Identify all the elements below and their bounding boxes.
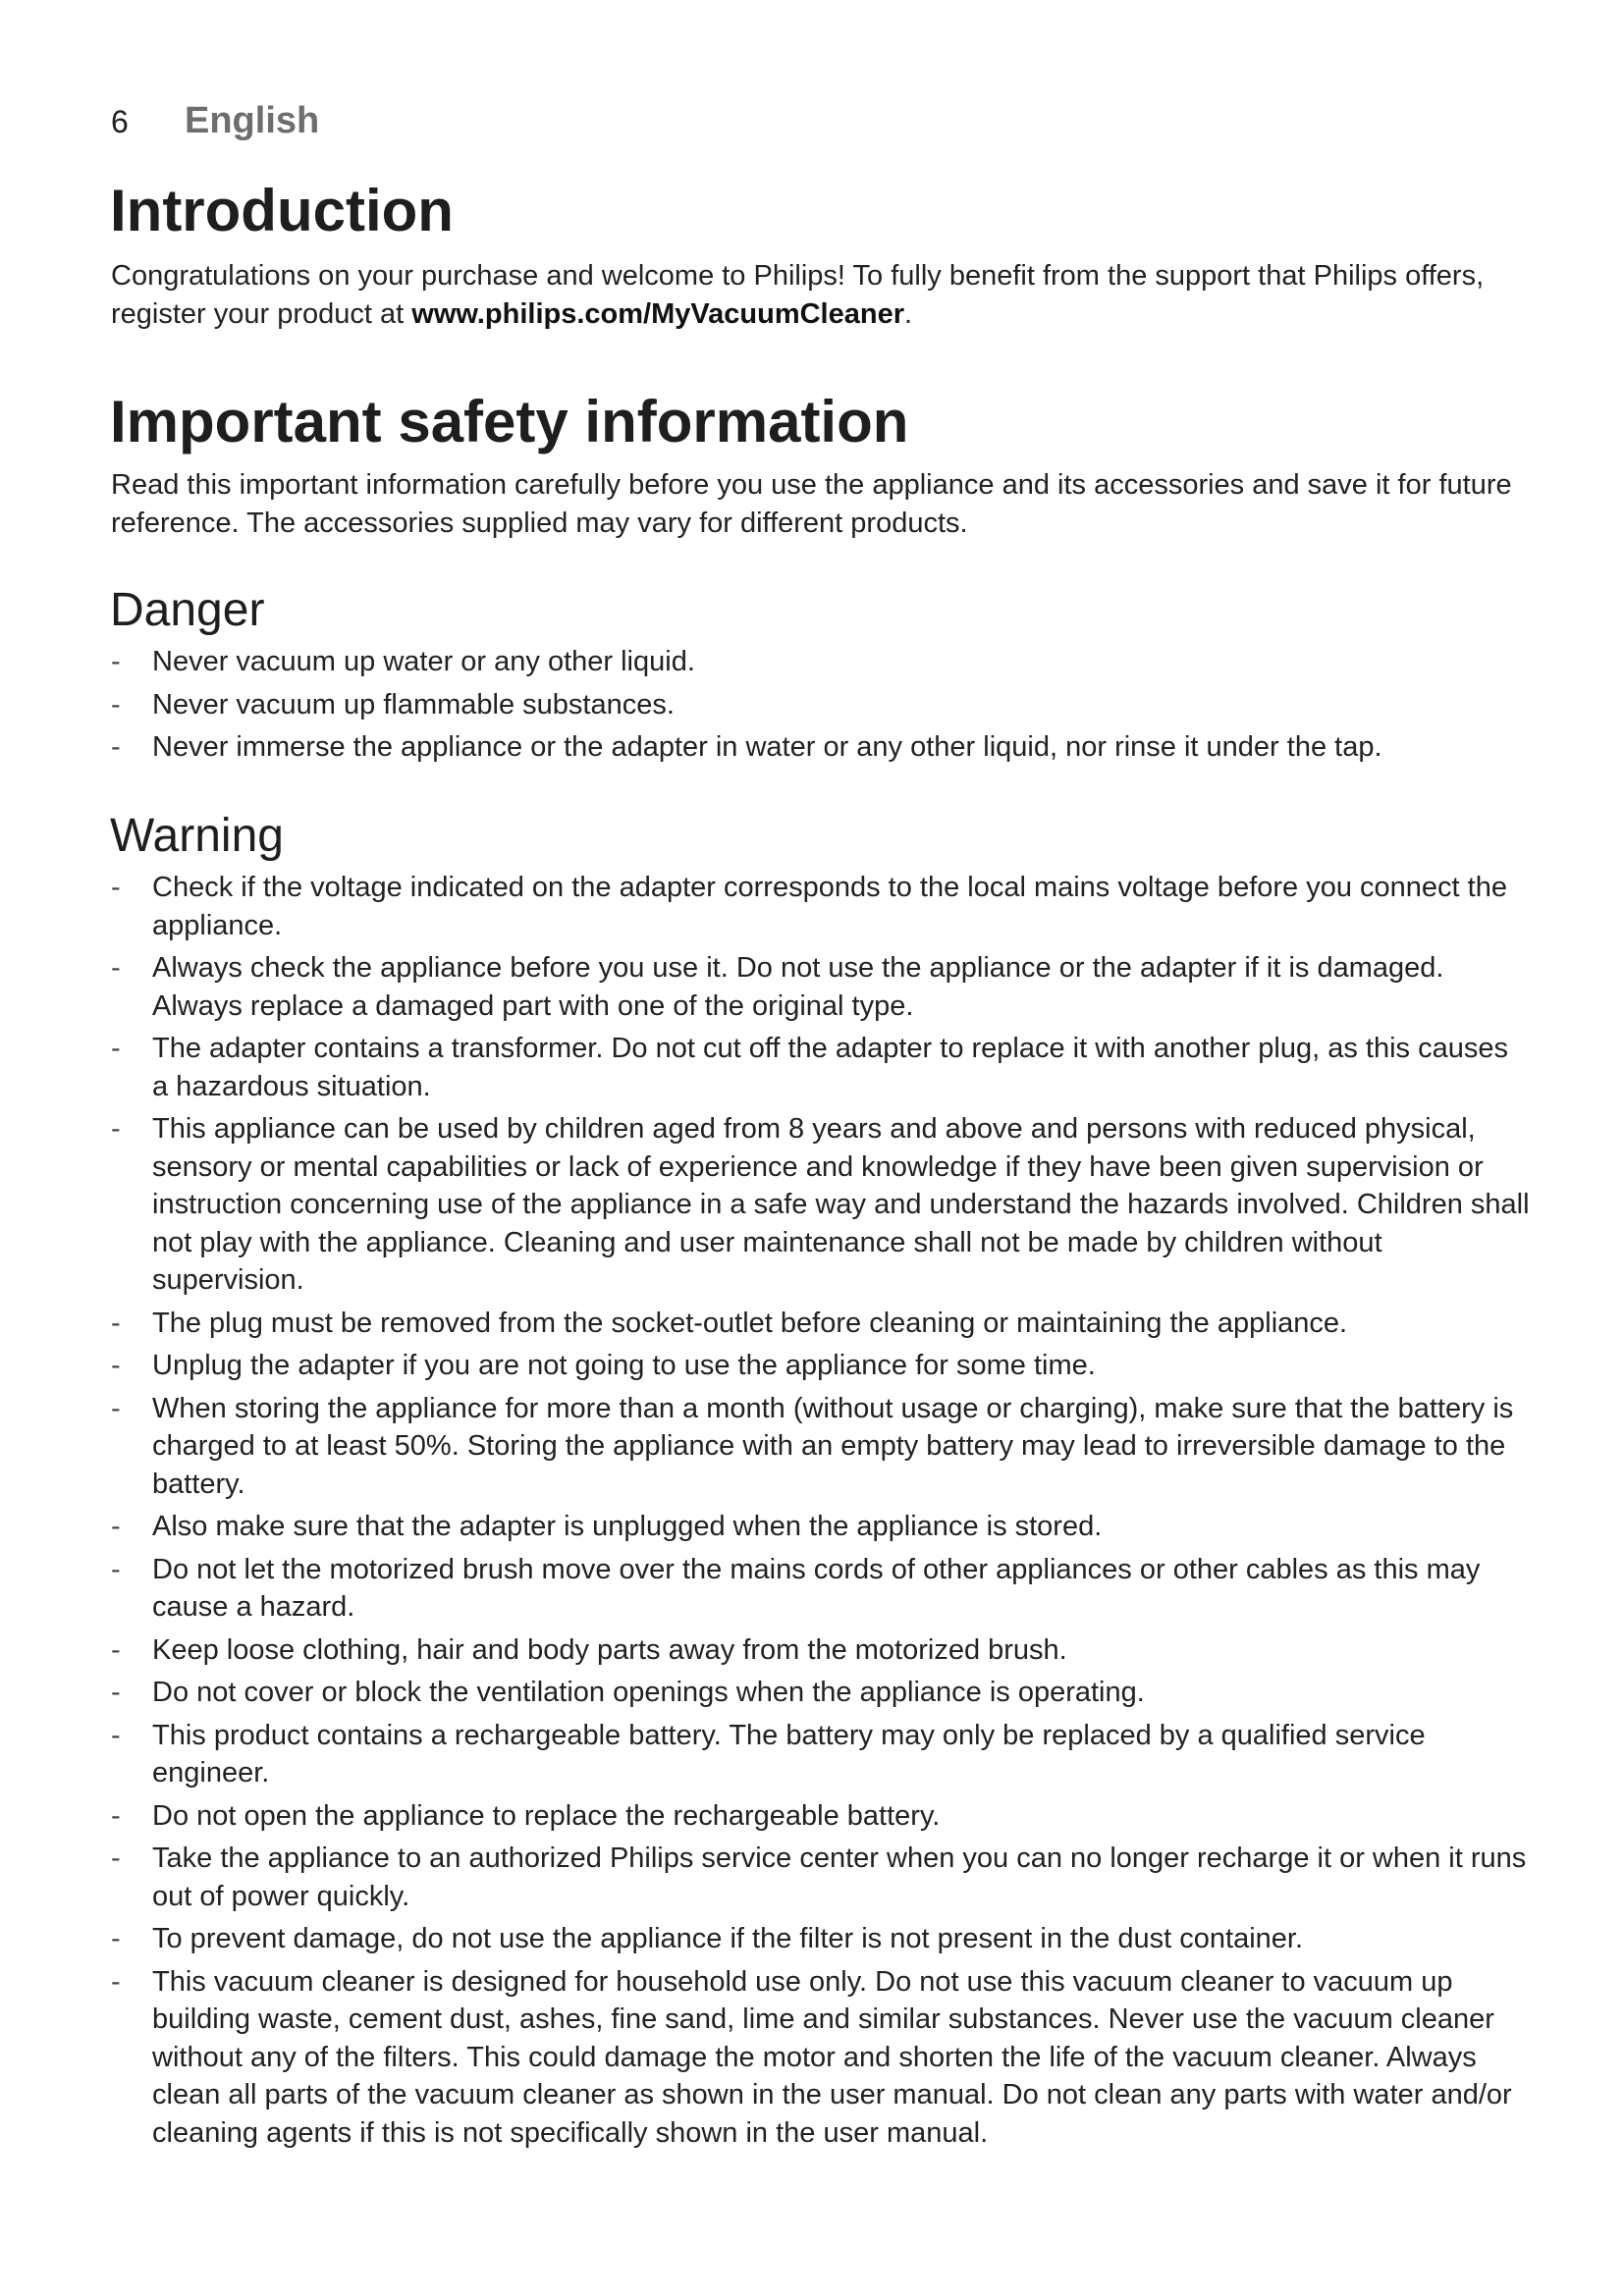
warning-item: - This product contains a rechargeable battery. The battery may only be replaced by a qualified service engineer. bbox=[111, 1717, 1530, 1792]
warning-item: - This appliance can be used by children aged from 8 years and above and persons with reduced physical, sensory or mental capabilities or lack of experience and knowledge if they have been given supervision or instruction concerning use of the appliance in a safe way and understand the hazards involved. Children shall not play with the appliance. Cleaning and user maintenance shall not be made by children without supervision. bbox=[111, 1110, 1530, 1300]
danger-item: - Never immerse the appliance or the adapter in water or any other liquid, nor rinse it under the tap. bbox=[111, 728, 1530, 767]
header-language: English bbox=[185, 100, 320, 141]
warning-item: - Keep loose clothing, hair and body parts away from the motorized brush. bbox=[111, 1631, 1530, 1670]
warning-item: - The plug must be removed from the socket-outlet before cleaning or maintaining the appliance. bbox=[111, 1305, 1530, 1343]
introduction-text-start: Congratulations on your purchase and welcome to Philips! To fully benefit from the support that Philips offers, register your product at bbox=[111, 260, 1485, 330]
safety-heading: Important safety information bbox=[110, 389, 909, 454]
warning-list bbox=[111, 869, 1530, 2157]
warning-item: - Do not cover or block the ventilation openings when the appliance is operating. bbox=[111, 1674, 1530, 1712]
introduction-text-end: . bbox=[904, 298, 913, 330]
warning-item: - To prevent damage, do not use the appliance if the filter is not present in the dust container. bbox=[111, 1920, 1530, 1958]
running-header bbox=[111, 100, 319, 147]
introduction-heading: Introduction bbox=[110, 178, 454, 243]
danger-list bbox=[111, 643, 1530, 772]
warning-item: - The adapter contains a transformer. Do not cut off the adapter to replace it with another plug, as this causes a hazardous situation. bbox=[111, 1030, 1530, 1105]
page-number: 6 bbox=[111, 104, 129, 139]
warning-item: - Unplug the adapter if you are not going to use the appliance for some time. bbox=[111, 1347, 1530, 1385]
warning-item: - Also make sure that the adapter is unplugged when the appliance is stored. bbox=[111, 1508, 1530, 1546]
danger-item: - Never vacuum up water or any other liquid. bbox=[111, 643, 1530, 681]
warning-item: - This vacuum cleaner is designed for household use only. Do not use this vacuum cleaner to vacuum up building waste, cement dust, ashes, fine sand, lime and similar substances. Never use the vacuum cleaner without any of the filters. This could damage the motor and shorten the life of the vacuum cleaner. Always clean all parts of the vacuum cleaner as shown in the user manual. Do not clean any parts with water and/or cleaning agents if this is not specifically shown in the user manual. bbox=[111, 1963, 1530, 2153]
warning-item: - When storing the appliance for more than a month (without usage or charging), make sure that the battery is charged to at least 50%. Storing the appliance with an empty battery may lead to irreversible damage to the battery. bbox=[111, 1390, 1530, 1504]
warning-item: - Always check the appliance before you use it. Do not use the appliance or the adapter if it is damaged. Always replace a damaged part with one of the original type. bbox=[111, 949, 1530, 1025]
warning-item: - Do not let the motorized brush move over the mains cords of other appliances or other cables as this may cause a hazard. bbox=[111, 1551, 1530, 1627]
danger-heading: Danger bbox=[110, 584, 265, 636]
warning-item: - Check if the voltage indicated on the adapter corresponds to the local mains voltage before you connect the appliance. bbox=[111, 869, 1530, 944]
safety-intro-text: Read this important information carefully before you use the appliance and its accessories and save it for future reference. The accessories supplied may vary for different products. bbox=[111, 469, 1512, 539]
registration-link: www.philips.com/MyVacuumCleaner bbox=[411, 298, 904, 330]
introduction-text bbox=[111, 257, 1535, 334]
warning-heading: Warning bbox=[110, 810, 284, 862]
warning-item: - Do not open the appliance to replace the rechargeable battery. bbox=[111, 1797, 1530, 1836]
warning-item: - Take the appliance to an authorized Philips service center when you can no longer recharge it or when it runs out of power quickly. bbox=[111, 1840, 1530, 1915]
danger-item: - Never vacuum up flammable substances. bbox=[111, 686, 1530, 724]
